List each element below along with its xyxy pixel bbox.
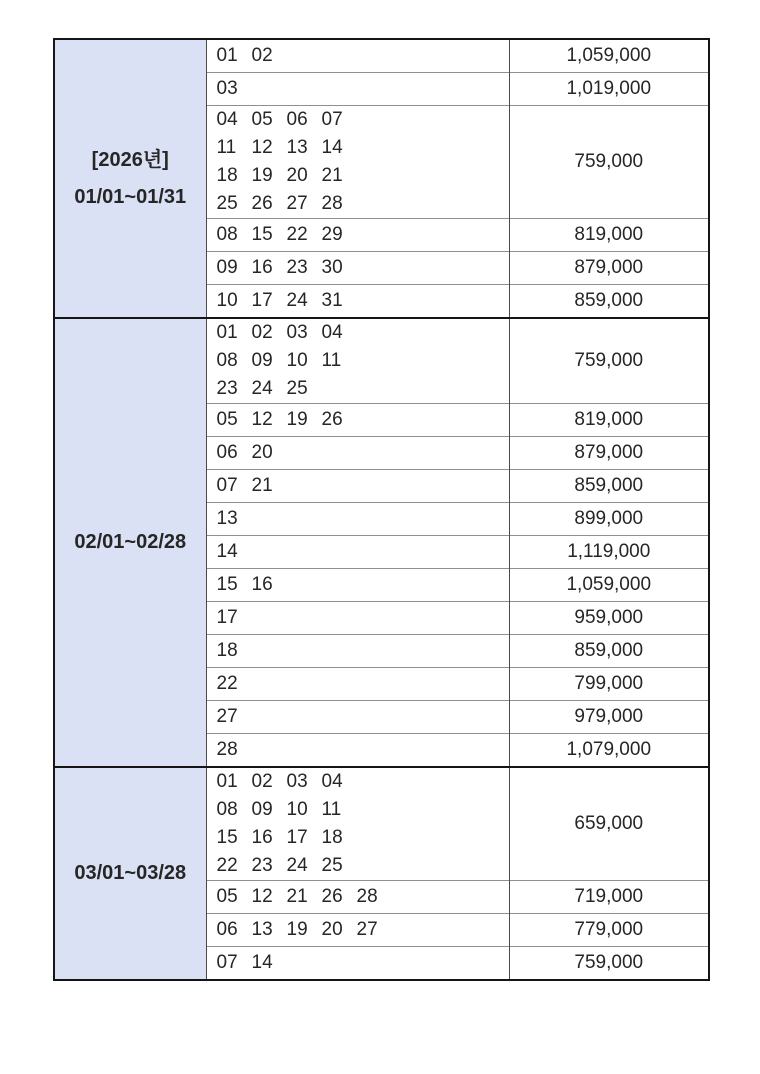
date-value: 27 xyxy=(286,193,308,214)
period-label-line: [2026년] xyxy=(91,148,169,171)
date-line xyxy=(217,883,509,911)
price-cell: 959,000 xyxy=(509,602,709,635)
price-cell: 659,000 xyxy=(509,767,709,881)
date-line xyxy=(217,347,509,375)
date-line xyxy=(217,221,509,249)
date-value: 26 xyxy=(251,193,273,214)
date-value: 27 xyxy=(216,706,238,727)
price-cell: 899,000 xyxy=(509,503,709,536)
date-value: 13 xyxy=(251,919,273,940)
date-value: 05 xyxy=(216,409,238,430)
date-value: 21 xyxy=(251,475,273,496)
date-value: 02 xyxy=(251,322,273,343)
date-value: 27 xyxy=(356,919,378,940)
date-value: 04 xyxy=(321,771,343,792)
date-value: 24 xyxy=(251,378,273,399)
date-line xyxy=(217,852,509,880)
date-value: 30 xyxy=(321,257,343,278)
date-value: 24 xyxy=(286,855,308,876)
date-line xyxy=(217,439,509,467)
date-value: 14 xyxy=(321,137,343,158)
date-value: 23 xyxy=(216,378,238,399)
date-value: 26 xyxy=(321,409,343,430)
date-value: 08 xyxy=(216,350,238,371)
price-cell: 859,000 xyxy=(509,470,709,503)
date-value: 05 xyxy=(251,109,273,130)
date-value: 18 xyxy=(216,640,238,661)
date-value: 02 xyxy=(251,771,273,792)
date-line xyxy=(217,375,509,403)
date-line xyxy=(217,254,509,282)
date-value: 03 xyxy=(286,322,308,343)
date-line xyxy=(217,571,509,599)
price-cell: 759,000 xyxy=(509,318,709,404)
date-value: 16 xyxy=(251,827,273,848)
date-value: 28 xyxy=(216,739,238,760)
price-cell: 759,000 xyxy=(509,947,709,981)
date-value: 11 xyxy=(321,799,342,820)
period-header-cell xyxy=(54,39,206,318)
date-value: 29 xyxy=(321,224,343,245)
date-line xyxy=(217,75,509,103)
date-line xyxy=(217,796,509,824)
date-line xyxy=(217,406,509,434)
dates-cell xyxy=(206,73,509,106)
price-cell: 1,079,000 xyxy=(509,734,709,768)
date-value: 28 xyxy=(321,193,343,214)
price-cell: 859,000 xyxy=(509,635,709,668)
date-value: 25 xyxy=(321,855,343,876)
date-value: 06 xyxy=(286,109,308,130)
price-cell: 859,000 xyxy=(509,285,709,319)
date-line xyxy=(217,472,509,500)
date-line xyxy=(217,916,509,944)
dates-cell xyxy=(206,668,509,701)
date-value: 05 xyxy=(216,886,238,907)
date-line xyxy=(217,42,509,70)
date-value: 14 xyxy=(216,541,238,562)
date-value: 04 xyxy=(321,322,343,343)
date-value: 11 xyxy=(321,350,342,371)
date-value: 07 xyxy=(216,952,238,973)
date-value: 15 xyxy=(251,224,273,245)
date-line xyxy=(217,637,509,665)
date-line xyxy=(217,505,509,533)
date-value: 06 xyxy=(216,919,238,940)
date-value: 01 xyxy=(216,771,238,792)
date-value: 28 xyxy=(356,886,378,907)
date-line xyxy=(217,162,509,190)
date-value: 14 xyxy=(251,952,273,973)
date-line xyxy=(217,824,509,852)
date-value: 15 xyxy=(216,574,238,595)
date-value: 09 xyxy=(216,257,238,278)
date-value: 07 xyxy=(216,475,238,496)
price-cell: 779,000 xyxy=(509,914,709,947)
date-value: 11 xyxy=(216,137,237,158)
date-line xyxy=(217,106,509,134)
date-value: 19 xyxy=(286,919,308,940)
dates-cell xyxy=(206,252,509,285)
price-cell: 819,000 xyxy=(509,219,709,252)
dates-cell xyxy=(206,602,509,635)
date-value: 18 xyxy=(216,165,238,186)
date-line xyxy=(217,703,509,731)
price-cell: 1,019,000 xyxy=(509,73,709,106)
date-value: 12 xyxy=(251,886,273,907)
date-value: 23 xyxy=(286,257,308,278)
dates-cell xyxy=(206,635,509,668)
date-value: 20 xyxy=(321,919,343,940)
date-value: 13 xyxy=(216,508,238,529)
date-value: 25 xyxy=(216,193,238,214)
price-cell: 1,059,000 xyxy=(509,39,709,73)
date-value: 01 xyxy=(216,45,238,66)
price-cell: 979,000 xyxy=(509,701,709,734)
date-line xyxy=(217,604,509,632)
dates-cell xyxy=(206,536,509,569)
date-value: 13 xyxy=(286,137,308,158)
date-value: 19 xyxy=(251,165,273,186)
dates-cell xyxy=(206,503,509,536)
date-value: 24 xyxy=(286,290,308,311)
price-cell: 799,000 xyxy=(509,668,709,701)
dates-cell xyxy=(206,404,509,437)
price-cell: 819,000 xyxy=(509,404,709,437)
date-value: 19 xyxy=(286,409,308,430)
dates-cell xyxy=(206,734,509,768)
dates-cell xyxy=(206,39,509,73)
date-value: 25 xyxy=(286,378,308,399)
date-value: 04 xyxy=(216,109,238,130)
date-line xyxy=(217,768,509,796)
date-value: 22 xyxy=(216,855,238,876)
dates-cell xyxy=(206,219,509,252)
date-value: 26 xyxy=(321,886,343,907)
date-value: 31 xyxy=(321,290,343,311)
price-cell: 719,000 xyxy=(509,881,709,914)
date-value: 10 xyxy=(286,350,308,371)
dates-cell xyxy=(206,470,509,503)
date-value: 15 xyxy=(216,827,238,848)
date-value: 12 xyxy=(251,409,273,430)
period-header-cell xyxy=(54,318,206,767)
price-cell: 879,000 xyxy=(509,437,709,470)
period-label-line: 02/01~02/28 xyxy=(74,531,187,553)
date-value: 01 xyxy=(216,322,238,343)
date-value: 08 xyxy=(216,799,238,820)
date-value: 03 xyxy=(286,771,308,792)
period-header-cell xyxy=(54,767,206,980)
dates-cell xyxy=(206,767,509,881)
date-line xyxy=(217,736,509,764)
dates-cell xyxy=(206,914,509,947)
dates-cell xyxy=(206,881,509,914)
date-value: 10 xyxy=(286,799,308,820)
date-value: 09 xyxy=(251,799,273,820)
dates-cell xyxy=(206,318,509,404)
date-line xyxy=(217,538,509,566)
price-table-body xyxy=(54,39,709,980)
table-row xyxy=(54,39,709,73)
date-value: 17 xyxy=(251,290,273,311)
date-value: 08 xyxy=(216,224,238,245)
date-line xyxy=(217,190,509,218)
date-value: 09 xyxy=(251,350,273,371)
price-cell: 1,119,000 xyxy=(509,536,709,569)
period-label-line: 03/01~03/28 xyxy=(74,862,187,884)
date-value: 22 xyxy=(216,673,238,694)
price-cell: 879,000 xyxy=(509,252,709,285)
date-value: 10 xyxy=(216,290,238,311)
dates-cell xyxy=(206,569,509,602)
date-value: 12 xyxy=(251,137,273,158)
date-value: 20 xyxy=(251,442,273,463)
date-line xyxy=(217,134,509,162)
dates-cell xyxy=(206,106,509,219)
dates-cell xyxy=(206,285,509,319)
date-value: 17 xyxy=(286,827,308,848)
date-value: 21 xyxy=(286,886,308,907)
price-cell: 1,059,000 xyxy=(509,569,709,602)
period-label-line: 01/01~01/31 xyxy=(74,185,187,208)
date-value: 02 xyxy=(251,45,273,66)
date-line xyxy=(217,670,509,698)
price-cell: 759,000 xyxy=(509,106,709,219)
dates-cell xyxy=(206,701,509,734)
date-value: 07 xyxy=(321,109,343,130)
table-row xyxy=(54,767,709,881)
date-value: 06 xyxy=(216,442,238,463)
date-value: 16 xyxy=(251,257,273,278)
date-value: 03 xyxy=(216,78,238,99)
date-value: 20 xyxy=(286,165,308,186)
date-value: 22 xyxy=(286,224,308,245)
price-calendar-table xyxy=(53,38,710,981)
date-line xyxy=(217,949,509,977)
date-line xyxy=(217,287,509,315)
date-value: 21 xyxy=(321,165,343,186)
date-value: 16 xyxy=(251,574,273,595)
dates-cell xyxy=(206,947,509,981)
date-value: 18 xyxy=(321,827,343,848)
date-value: 23 xyxy=(251,855,273,876)
date-value: 17 xyxy=(216,607,238,628)
dates-cell xyxy=(206,437,509,470)
table-row xyxy=(54,318,709,404)
date-line xyxy=(217,319,509,347)
